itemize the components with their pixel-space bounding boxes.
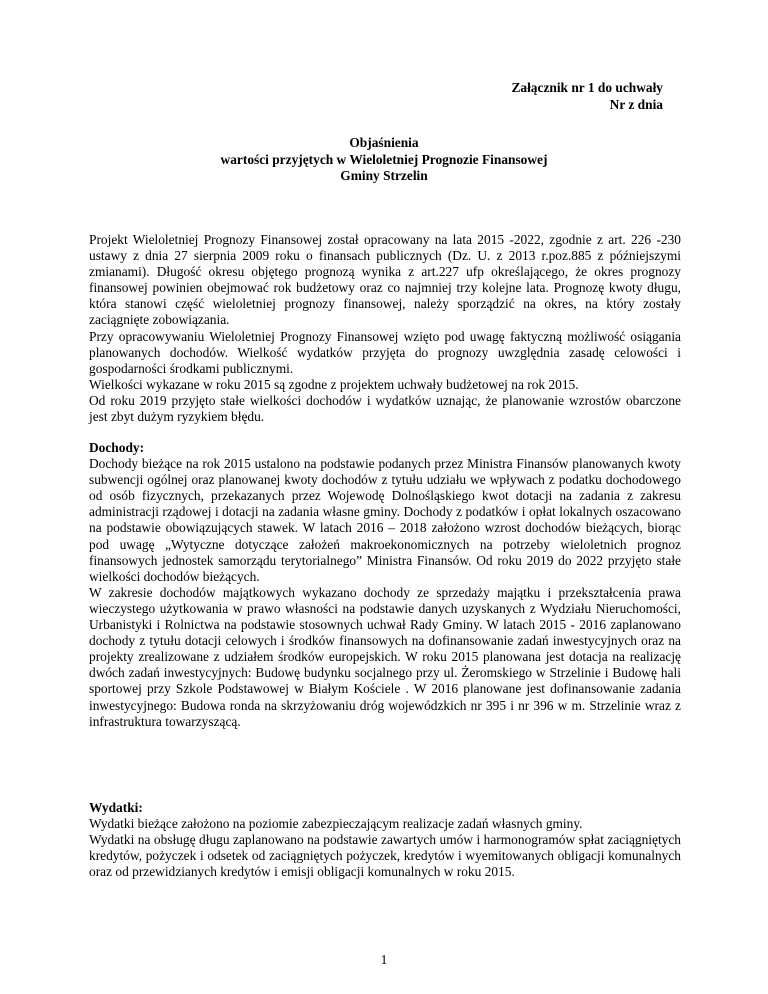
annex-resolution-number: Nr z dnia [609,96,663,112]
income-paragraph-1: Dochody bieżące na rok 2015 ustalono na podstawie podanych przez Ministra Finansów planowanych kwoty subwencji ogólnej oraz planowanej kwoty dochodów z tytułu udziału we wpływach z podatku dochodowego od osób fizycznych, przekazanych przez Wojewodę Dolnośląskiego kwot dotacji na zadania z zakresu administracji rządowej i dotacji na zadania własne gminy. Dochody z podatków i opłat lokalnych oszacowano na podstawie obowiązujących stawek. W latach 2016 – 2018 założono wzrost dochodów bieżących, biorąc pod uwagę „Wytyczne dotyczące założeń makroekonomicznych na potrzeby wieloletnich prognoz finansowych jednostek samorządu terytorialnego” Ministra Finansów. Od roku 2019 do 2022 przyjęto stałe wielkości dochodów bieżących. [89,456,681,584]
income-section [89,440,681,730]
heading-subtitle: wartości przyjętych w Wieloletniej Prognozie Finansowej [220,151,548,167]
intro-paragraph-1: Projekt Wieloletniej Prognozy Finansowej został opracowany na lata 2015 -2022, zgodnie z art. 226 -230 ustawy z dnia 27 sierpnia 2009 roku o finansach publicznych (Dz. U. z 2013 r.poz.885 z późniejszymi zmianami). Długość okresu objętego prognozą wynika z art.227 ufp określającego, że okres prognozy finansowej powinien obejmować rok budżetowy oraz co najmniej trzy kolejne lata. Prognozę kwoty długu, która stanowi część wieloletniej prognozy finansowej, należy sporządzić na okres, na który zostały zaciągnięte zobowiązania. [89,232,681,328]
expenditure-paragraph-2: Wydatki na obsługę długu zaplanowano na podstawie zawartych umów i harmonogramów spłat zaciągniętych kredytów, pożyczek i odsetek od zaciągniętych pożyczek, kredytów i wyemitowanych obligacji komunalnych oraz od przewidzianych kredytów i emisji obligacji komunalnych w roku 2015. [89,832,681,880]
income-paragraph-2: W zakresie dochodów majątkowych wykazano dochody ze sprzedaży majątku i przekształcenia prawa wieczystego użytkowania w prawo własności na podstawie danych uzyskanych z Wydziału Nieruchomości, Urbanistyki i Rolnictwa na podstawie stosownych uchwał Rady Gminy. W latach 2015 - 2016 zaplanowano dochody z tytułu dotacji celowych i środków finansowych na dofinansowanie zadań inwestycyjnych oraz na projekty zrealizowane z udziałem środków europejskich. W roku 2015 planowana jest dotacja na realizację dwóch zadań inwestycyjnych: Budowę budynku socjalnego przy ul. Żeromskiego w Strzelinie i Budowę hali sportowej przy Szkole Podstawowej w Białym Kościele . W 2016 planowane jest dofinansowanie zadania inwestycyjnego: Budowa ronda na skrzyżowaniu dróg wojewódzkich nr 395 i nr 396 w m. Strzelinie wraz z infrastruktura towarzyszącą. [89,584,681,729]
annex-header [511,80,663,113]
intro-paragraph-4: Od roku 2019 przyjęto stałe wielkości dochodów i wydatków uznając, że planowanie wzrostów obarczone jest zbyt dużym ryzykiem błędu. [89,392,681,425]
heading-title: Objaśnienia [349,135,419,150]
intro-section [89,232,681,425]
income-section-title: Dochody: [89,440,145,455]
document-heading [0,135,768,185]
annex-title: Załącznik nr 1 do uchwały [511,80,663,95]
page-number: 1 [380,952,388,967]
intro-paragraph-2: Przy opracowywaniu Wieloletniej Prognozy Finansowej wzięto pod uwagę faktyczną możliwość osiągania planowanych dochodów. Wielkość wydatków przyjęta do prognozy uwzględnia zasadę celowości i gospodarności środkami publicznymi. [89,328,681,376]
heading-municipality: Gminy Strzelin [340,168,428,183]
expenditure-section-title: Wydatki: [89,800,143,815]
expenditure-paragraph-1: Wydatki bieżące założono na poziomie zabezpieczającym realizacje zadań własnych gminy. [89,816,583,832]
expenditure-section [89,800,681,880]
intro-paragraph-3: Wielkości wykazane w roku 2015 są zgodne z projektem uchwały budżetowej na rok 2015. [89,376,579,392]
